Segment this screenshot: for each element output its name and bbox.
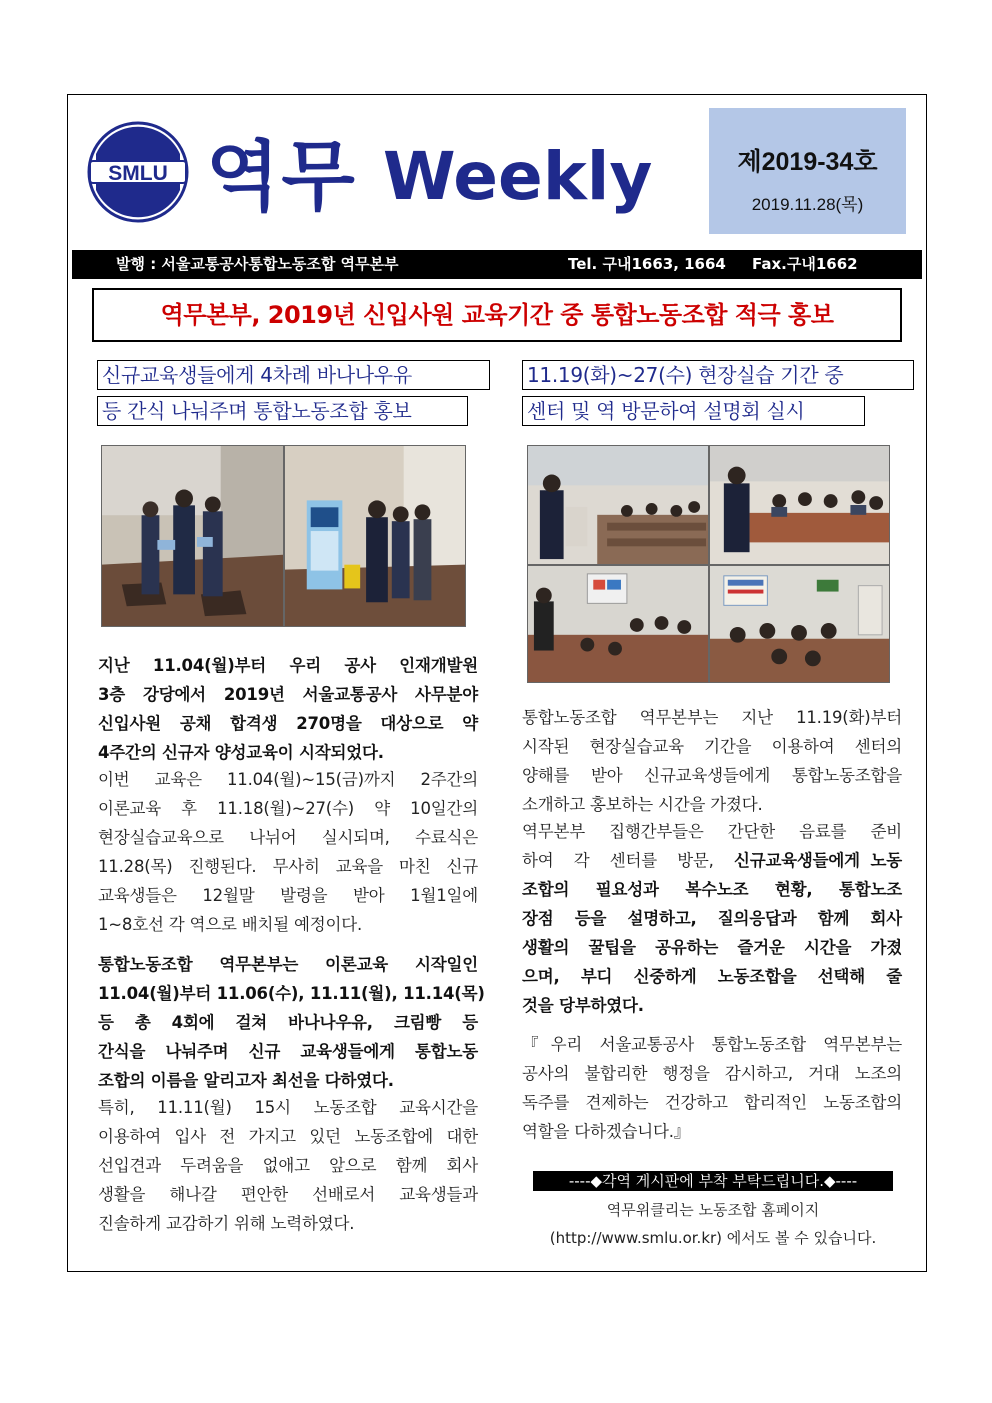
text-line: 이론교육 후 11.18(월)~27(수) 약 10일간의 bbox=[98, 799, 478, 818]
text-bold: 신규교육생들에게 노동 bbox=[733, 851, 902, 870]
publisher-bar bbox=[72, 250, 922, 279]
text-line: 이용하여 입사 전 가지고 있던 노동조합에 대한 bbox=[98, 1127, 478, 1146]
text-line: 신입사원 공채 합격생 270명을 대상으로 약 bbox=[98, 714, 478, 733]
text-line: 역무본부 집행간부들은 간단한 음료를 준비 bbox=[522, 822, 902, 841]
text-line: 으며, 부디 신중하게 노동조합을 선택해 줄 bbox=[522, 967, 902, 986]
text-line: 이번 교육은 11.04(월)~15(금)까지 2주간의 bbox=[98, 770, 478, 789]
left-subhead-line1: 신규교육생들에게 4차례 바나나우유 bbox=[97, 360, 490, 390]
text-line: 통합노동조합 역무본부는 지난 11.19(화)부터 bbox=[522, 708, 902, 727]
text-line: 것을 당부하였다. bbox=[522, 996, 644, 1015]
photo-briefing-1 bbox=[527, 445, 709, 565]
text-line: 지난 11.04(월)부터 우리 공사 인재개발원 bbox=[98, 656, 478, 675]
smlu-logo bbox=[86, 120, 190, 224]
text-plain: 하여 각 센터를 방문, bbox=[522, 851, 734, 870]
headline: 역무본부, 2019년 신입사원 교육기간 중 통합노동조합 적극 홍보 bbox=[92, 288, 902, 342]
footer-line-2: (http://www.smlu.or.kr) 에서도 볼 수 있습니다. bbox=[549, 1229, 877, 1247]
publisher-contact: Tel. 구내1663, 1664 Fax.구내1662 bbox=[568, 255, 858, 273]
text-line: 현장실습교육으로 나뉘어 실시되며, 수료식은 bbox=[98, 828, 478, 847]
text-line: 선입견과 두려움을 없애고 앞으로 함께 회사 bbox=[98, 1156, 478, 1175]
text-line bbox=[522, 846, 902, 875]
text-line: 3층 강당에서 2019년 서울교통공사 사무분야 bbox=[98, 685, 478, 704]
text-line: 생활을 해나갈 편안한 선배로서 교육생들과 bbox=[98, 1185, 478, 1204]
text-line: 교육생들은 12월말 발령을 받아 1월1일에 bbox=[98, 886, 478, 905]
text-line: 간식을 나눠주며 신규 교육생들에게 통합노동 bbox=[98, 1042, 478, 1061]
left-paragraph-1 bbox=[98, 651, 478, 767]
left-paragraph-2 bbox=[98, 765, 478, 939]
text-line: 1~8호선 각 역으로 배치될 예정이다. bbox=[98, 915, 363, 934]
text-line: 소개하고 홍보하는 시간을 가졌다. bbox=[522, 795, 763, 814]
text-line: 시작된 현장실습교육 기간을 이용하여 센터의 bbox=[522, 737, 902, 756]
photo-snack-handout-1 bbox=[101, 445, 284, 627]
text-line: 4주간의 신규자 양성교육이 시작되었다. bbox=[98, 743, 384, 762]
text-line: 등 총 4회에 걸쳐 바나나우유, 크림빵 등 bbox=[98, 1013, 478, 1032]
text-line: 독주를 견제하는 건강하고 합리적인 노동조합의 bbox=[522, 1093, 902, 1112]
text-line: 역할을 다하겠습니다.』 bbox=[522, 1122, 691, 1141]
text-line: 장점 등을 설명하고, 질의응답과 함께 회사 bbox=[522, 909, 902, 928]
closing-statement bbox=[522, 1030, 902, 1146]
photo-briefing-4 bbox=[709, 565, 890, 683]
left-paragraph-4 bbox=[98, 1093, 478, 1238]
text-line: 『우리 서울교통공사 통합노동조합 역무본부는 bbox=[522, 1035, 902, 1054]
left-paragraph-3 bbox=[98, 950, 485, 1095]
logo-text: SMLU bbox=[108, 162, 168, 185]
notice-banner: ----◆각역 게시판에 부착 부탁드립니다.◆---- bbox=[533, 1171, 893, 1191]
text-line: 특히, 11.11(월) 15시 노동조합 교육시간을 bbox=[98, 1098, 478, 1117]
issue-number: 제2019-34호 bbox=[737, 148, 878, 176]
footer-line-1: 역무위클리는 노동조합 홈페이지 bbox=[606, 1201, 820, 1219]
text-line: 양해를 받아 신규교육생들에게 통합노동조합을 bbox=[522, 766, 902, 785]
masthead bbox=[206, 122, 652, 232]
photo-briefing-3 bbox=[527, 565, 709, 683]
right-subhead-line2: 센터 및 역 방문하여 설명회 실시 bbox=[522, 396, 865, 426]
text-line: 진솔하게 교감하기 위해 노력하였다. bbox=[98, 1214, 355, 1233]
text-line: 11.28(목) 진행된다. 무사히 교육을 마친 신규 bbox=[98, 857, 478, 876]
right-paragraph-1 bbox=[522, 703, 902, 819]
text-line: 생활의 꿀팁을 공유하는 즐거운 시간을 가졌 bbox=[522, 938, 902, 957]
masthead-korean: 역무 bbox=[206, 132, 357, 221]
publisher-name: 발행 : 서울교통공사통합노동조합 역무본부 bbox=[116, 255, 399, 273]
right-subhead-line1: 11.19(화)~27(수) 현장실습 기간 중 bbox=[522, 360, 914, 390]
photo-snack-handout-2 bbox=[284, 445, 466, 627]
text-line: 조합의 이름을 알리고자 최선을 다하였다. bbox=[98, 1071, 394, 1090]
issue-date: 2019.11.28(목) bbox=[751, 195, 864, 214]
left-subhead-line2: 등 간식 나눠주며 통합노동조합 홍보 bbox=[97, 396, 468, 426]
text-line: 11.04(월)부터 11.06(수), 11.11(월), 11.14(목) bbox=[98, 984, 485, 1003]
text-line: 조합의 필요성과 복수노조 현황, 통합노조 bbox=[522, 880, 902, 899]
photo-briefing-2 bbox=[709, 445, 890, 565]
text-line: 통합노동조합 역무본부는 이론교육 시작일인 bbox=[98, 955, 478, 974]
issue-box bbox=[709, 108, 906, 234]
masthead-english: Weekly bbox=[382, 138, 653, 215]
right-paragraph-2 bbox=[522, 817, 902, 1020]
text-line: 공사의 불합리한 행정을 감시하고, 거대 노조의 bbox=[522, 1064, 902, 1083]
